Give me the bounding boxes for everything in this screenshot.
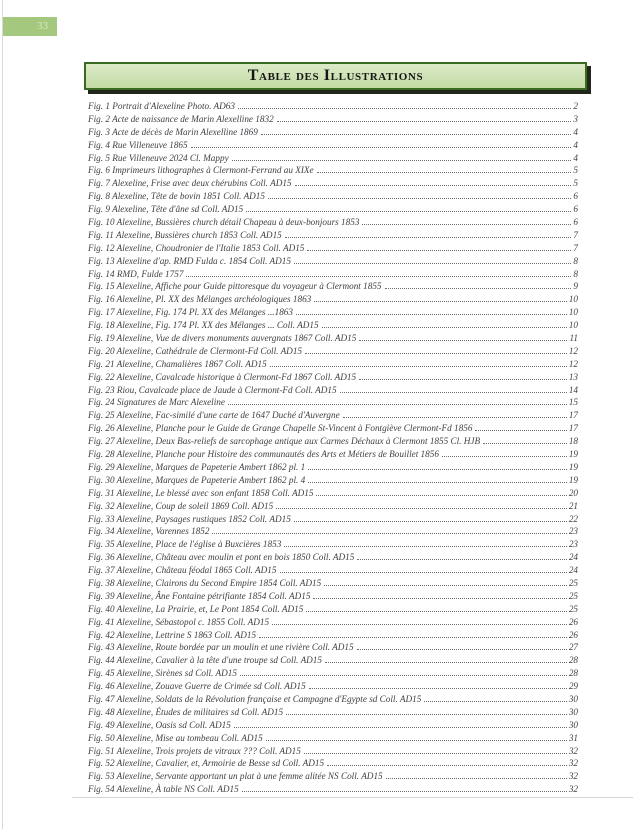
dotted-leader	[246, 211, 571, 212]
toc-entry-page: 19	[568, 449, 578, 460]
toc-entry	[88, 526, 578, 539]
dotted-leader	[234, 727, 567, 728]
toc-entry-label: Fig. 7 Alexeline, Frise avec deux chérubins Coll. AD15	[88, 178, 292, 189]
toc-entry-page: 22	[568, 513, 578, 524]
toc-entry	[88, 694, 578, 707]
toc-entry-page: 31	[568, 732, 578, 743]
toc-entry	[88, 707, 578, 720]
toc-entry-label: Fig. 52 Alexeline, Cavalier, et, Armoirie de Besse sd Coll. AD15	[88, 758, 325, 769]
toc-entry-label: Fig. 21 Alexeline, Chamalières 1867 Coll. AD15	[88, 358, 267, 369]
toc-entry	[88, 101, 578, 114]
toc-entry	[88, 230, 578, 243]
toc-entry-page: 15	[568, 397, 578, 408]
toc-entry-page: 4	[573, 139, 578, 150]
toc-entry-page: 6	[573, 204, 578, 215]
toc-entry-label: Fig. 35 Alexeline, Place de l'église à Buxcières 1853	[88, 539, 282, 550]
toc-entry-label: Fig. 37 Alexeline, Château féodal 1865 Coll. AD15	[88, 565, 277, 576]
toc-entry	[88, 153, 578, 166]
toc-entry-label: Fig. 48 Alexeline, Études de militaires sd Coll. AD15	[88, 706, 284, 717]
toc-entry	[88, 178, 578, 191]
toc-entry	[88, 617, 578, 630]
toc-entry-label: Fig. 20 Alexeline, Cathédrale de Clermont-Fd Coll. AD15	[88, 345, 303, 356]
dotted-leader	[343, 417, 567, 418]
toc-entry-page: 4	[573, 126, 578, 137]
toc-entry-label: Fig. 50 Alexeline, Mise au tombeau Coll. AD15	[88, 732, 263, 743]
dotted-leader	[386, 778, 567, 779]
toc-entry-label: Fig. 15 Alexeline, Affiche pour Guide pittoresque du voyageur à Clermont 1855	[88, 281, 382, 292]
page-number: 33	[37, 20, 48, 32]
dotted-leader	[385, 288, 572, 289]
toc-entry	[88, 385, 578, 398]
toc-entry-label: Fig. 3 Acte de décès de Marin Alexelline 1869	[88, 126, 258, 137]
toc-entry	[88, 733, 578, 746]
toc-entry	[88, 591, 578, 604]
toc-entry-label: Fig. 14 RMD, Fulde 1757	[88, 268, 184, 279]
dotted-leader	[359, 379, 567, 380]
toc-entry-label: Fig. 25 Alexeline, Fac-similé d'une carte de 1647 Duché d'Auvergne	[88, 410, 340, 421]
toc-entry-page: 7	[573, 242, 578, 253]
toc-entry	[88, 758, 578, 771]
toc-entry-page: 8	[573, 268, 578, 279]
toc-entry	[88, 771, 578, 784]
dotted-leader	[212, 533, 566, 534]
toc-entry-page: 32	[568, 784, 578, 795]
toc-entry-page: 13	[568, 371, 578, 382]
toc-entry-page: 30	[568, 693, 578, 704]
dotted-leader	[357, 559, 567, 560]
dotted-leader	[238, 108, 571, 109]
toc-entry-label: Fig. 28 Alexeline, Planche pour Histoire des communautés des Arts et Métiers de Bouillet 1856	[88, 449, 439, 460]
dotted-leader	[483, 443, 567, 444]
dotted-leader	[307, 250, 571, 251]
toc-entry-page: 6	[573, 217, 578, 228]
toc-entry	[88, 475, 578, 488]
toc-entry-page: 5	[573, 178, 578, 189]
toc-entry-label: Fig. 23 Riou, Cavalcade place de Jaude à Clermont-Fd Coll. AD15	[88, 384, 337, 395]
toc-entry	[88, 449, 578, 462]
toc-entry-label: Fig. 22 Alexeline, Cavalcade historique à Clermont-Fd 1867 Coll. AD15	[88, 371, 357, 382]
toc-entry-page: 28	[568, 668, 578, 679]
dotted-leader	[362, 224, 571, 225]
toc-entry-label: Fig. 5 Rue Villeneuve 2024 Cl. Mappy	[88, 152, 229, 163]
toc-entry-page: 23	[568, 526, 578, 537]
toc-entry-label: Fig. 53 Alexeline, Servante apportant un plat à une femme alitée NS Coll. AD15	[88, 771, 383, 782]
toc-entry-page: 4	[573, 152, 578, 163]
dotted-leader	[314, 301, 567, 302]
toc-entry-page: 27	[568, 642, 578, 653]
toc-entry	[88, 681, 578, 694]
toc-entry-page: 10	[568, 307, 578, 318]
dotted-leader	[272, 624, 567, 625]
toc-entry-page: 18	[568, 436, 578, 447]
toc-entry	[88, 604, 578, 617]
toc-entry-page: 17	[568, 410, 578, 421]
dotted-leader	[359, 340, 567, 341]
toc-entry	[88, 114, 578, 127]
toc-entry-page: 9	[573, 281, 578, 292]
toc-entry	[88, 397, 578, 410]
dotted-leader	[284, 546, 567, 547]
dotted-leader	[317, 172, 572, 173]
dotted-leader	[308, 482, 567, 483]
toc-entry-page: 25	[568, 590, 578, 601]
toc-entry-label: Fig. 6 Imprimeurs lithographes à Clermont-Ferrand au XIXe	[88, 165, 314, 176]
page-title: Table des Illustrations	[247, 67, 424, 84]
dotted-leader	[306, 611, 567, 612]
toc-entry-page: 28	[568, 655, 578, 666]
toc-entry-label: Fig. 33 Alexeline, Paysages rustiques 1852 Coll. AD15	[88, 513, 291, 524]
title-banner	[84, 62, 587, 90]
toc-entry-page: 3	[573, 113, 578, 124]
page-left-edge-line	[2, 0, 3, 829]
toc-entry	[88, 436, 578, 449]
toc-entry	[88, 578, 578, 591]
toc-entry-page: 11	[569, 333, 578, 344]
toc-entry-label: Fig. 19 Alexeline, Vue de divers monuments auvergnats 1867 Coll. AD15	[88, 333, 357, 344]
toc-entry	[88, 642, 578, 655]
toc-entry-label: Fig. 27 Alexeline, Deux Bas-reliefs de sarcophage antique aux Carmes Déchaux à Clermont 1855 Cl. HJB	[88, 436, 481, 447]
dotted-leader	[327, 765, 567, 766]
toc-entry-label: Fig. 34 Alexeline, Varennes 1852	[88, 526, 210, 537]
toc-entry-label: Fig. 9 Alexeline, Tête d'âne sd Coll. AD15	[88, 204, 244, 215]
toc-entry-label: Fig. 4 Rue Villeneuve 1865	[88, 139, 188, 150]
toc-entry-label: Fig. 54 Alexeline, À table NS Coll. AD15	[88, 784, 239, 795]
toc-entry	[88, 127, 578, 140]
toc-entry	[88, 565, 578, 578]
toc-entry	[88, 217, 578, 230]
toc-entry-label: Fig. 8 Alexeline, Tête de bovin 1851 Coll. AD15	[88, 191, 265, 202]
dotted-leader	[340, 392, 567, 393]
dotted-leader	[357, 649, 567, 650]
toc-entry-page: 5	[573, 165, 578, 176]
toc-entry-label: Fig. 47 Alexeline, Soldats de la Révolution française et Campagne d'Egypte sd Coll. AD15	[88, 693, 422, 704]
toc-entry-label: Fig. 42 Alexeline, Lettrine S 1863 Coll. AD15	[88, 629, 257, 640]
dotted-leader	[266, 740, 567, 741]
toc-entry	[88, 346, 578, 359]
toc-entry-page: 25	[568, 603, 578, 614]
toc-entry-label: Fig. 11 Alexeline, Bussières church 1853 Coll. AD15	[88, 229, 282, 240]
dotted-leader	[259, 637, 567, 638]
dotted-leader	[285, 237, 572, 238]
toc-entry-page: 30	[568, 719, 578, 730]
toc-entry-label: Fig. 51 Alexeline, Trois projets de vitraux ??? Coll. AD15	[88, 745, 301, 756]
toc-entry	[88, 488, 578, 501]
toc-entry-page: 29	[568, 681, 578, 692]
toc-entry	[88, 333, 578, 346]
toc-entry	[88, 514, 578, 527]
toc-entry-page: 32	[568, 758, 578, 769]
toc-entry-page: 17	[568, 423, 578, 434]
toc-entry-page: 20	[568, 487, 578, 498]
toc-entry	[88, 256, 578, 269]
toc-entry-label: Fig. 45 Alexeline, Sirènes sd Coll. AD15	[88, 668, 237, 679]
toc-entry-page: 26	[568, 629, 578, 640]
toc-entry-label: Fig. 26 Alexeline, Planche pour le Guide de Grange Chapelle St-Vincent à Fontgiève Clermont-Fd 1856	[88, 423, 473, 434]
toc-entry-page: 21	[568, 500, 578, 511]
dotted-leader	[294, 263, 571, 264]
toc-entry-page: 12	[568, 358, 578, 369]
dotted-leader	[277, 121, 572, 122]
dotted-leader	[268, 198, 571, 199]
toc-entry-label: Fig. 24 Signatures de Marc Alexeline	[88, 397, 225, 408]
dotted-leader	[475, 430, 566, 431]
toc-entry-page: 2	[573, 101, 578, 111]
dotted-leader	[261, 134, 572, 135]
toc-entry-page: 14	[568, 384, 578, 395]
dotted-leader	[242, 791, 567, 792]
toc-entry-label: Fig. 29 Alexeline, Marques de Papeterie Ambert 1862 pl. 1	[88, 461, 306, 472]
toc-entry-page: 32	[568, 745, 578, 756]
toc-entry-label: Fig. 32 Alexeline, Coup de soleil 1869 Coll. AD15	[88, 500, 274, 511]
dotted-leader	[304, 753, 567, 754]
toc-entry-page: 25	[568, 577, 578, 588]
toc-entry	[88, 668, 578, 681]
dotted-leader	[228, 404, 567, 405]
toc-entry-label: Fig. 46 Alexeline, Zouave Guerre de Crimée sd Coll. AD15	[88, 681, 306, 692]
toc-entry-page: 23	[568, 539, 578, 550]
dotted-leader	[424, 701, 566, 702]
toc-entry	[88, 281, 578, 294]
toc-entry-label: Fig. 41 Alexeline, Sébastopol c. 1855 Coll. AD15	[88, 616, 270, 627]
dotted-leader	[296, 314, 567, 315]
toc-entry	[88, 320, 578, 333]
toc-entry-page: 12	[568, 345, 578, 356]
page-bottom-rule	[72, 797, 633, 798]
toc-entry-label: Fig. 18 Alexeline, Fig. 174 Pl. XX des Mélanges ... Coll. AD15	[88, 320, 319, 331]
toc-entry-label: Fig. 38 Alexeline, Clairons du Second Empire 1854 Coll. AD15	[88, 577, 322, 588]
toc-entry-page: 8	[573, 255, 578, 266]
toc-entry-label: Fig. 36 Alexeline, Château avec moulin et pont en bois 1850 Coll. AD15	[88, 552, 355, 563]
dotted-leader	[308, 469, 567, 470]
toc-entry-label: Fig. 30 Alexeline, Marques de Papeterie Ambert 1862 pl. 4	[88, 474, 306, 485]
dotted-leader	[270, 366, 567, 367]
toc-entry-label: Fig. 43 Alexeline, Route bordée par un moulin et une rivière Coll. AD15	[88, 642, 354, 653]
toc-list	[88, 101, 578, 797]
toc-entry-page: 10	[568, 320, 578, 331]
toc-entry	[88, 307, 578, 320]
dotted-leader	[294, 521, 567, 522]
toc-entry-label: Fig. 31 Alexeline, Le blessé avec son enfant 1858 Coll. AD15	[88, 487, 314, 498]
toc-entry	[88, 501, 578, 514]
dotted-leader	[191, 147, 572, 148]
dotted-leader	[442, 456, 567, 457]
toc-entry	[88, 423, 578, 436]
toc-entry-page: 30	[568, 706, 578, 717]
toc-entry-label: Fig. 13 Alexeline d'ap. RMD Fulda c. 1854 Coll. AD15	[88, 255, 291, 266]
toc-entry-label: Fig. 2 Acte de naissance de Marin Alexelline 1832	[88, 113, 274, 124]
dotted-leader	[186, 276, 571, 277]
dotted-leader	[313, 598, 566, 599]
toc-entry-page: 24	[568, 565, 578, 576]
toc-entry-label: Fig. 44 Alexeline, Cavalier à la tête d'une troupe sd Coll. AD15	[88, 655, 322, 666]
toc-entry-label: Fig. 17 Alexeline, Fig. 174 Pl. XX des Mélanges ...1863	[88, 307, 293, 318]
dotted-leader	[322, 327, 567, 328]
toc-entry-label: Fig. 16 Alexeline, Pl. XX des Mélanges archéologiques 1863	[88, 294, 312, 305]
page-number-tab	[3, 17, 57, 36]
toc-entry	[88, 410, 578, 423]
toc-entry-page: 7	[573, 229, 578, 240]
toc-entry	[88, 462, 578, 475]
dotted-leader	[232, 160, 572, 161]
toc-entry	[88, 294, 578, 307]
toc-entry-page: 19	[568, 461, 578, 472]
toc-entry	[88, 630, 578, 643]
dotted-leader	[276, 508, 567, 509]
toc-entry	[88, 359, 578, 372]
toc-entry-page: 6	[573, 191, 578, 202]
dotted-leader	[295, 185, 572, 186]
toc-entry	[88, 720, 578, 733]
toc-entry	[88, 269, 578, 282]
toc-entry	[88, 746, 578, 759]
toc-entry-page: 10	[568, 294, 578, 305]
toc-entry-page: 19	[568, 474, 578, 485]
toc-entry-label: Fig. 12 Alexeline, Choudronier de l'Italie 1853 Coll. AD15	[88, 242, 305, 253]
dotted-leader	[325, 662, 567, 663]
toc-entry-label: Fig. 40 Alexeline, La Prairie, et, Le Pont 1854 Coll. AD15	[88, 603, 304, 614]
toc-entry	[88, 655, 578, 668]
toc-entry	[88, 539, 578, 552]
toc-entry	[88, 204, 578, 217]
toc-entry	[88, 784, 578, 797]
toc-entry	[88, 243, 578, 256]
toc-entry-page: 26	[568, 616, 578, 627]
toc-entry	[88, 552, 578, 565]
dotted-leader	[280, 572, 567, 573]
toc-entry-page: 32	[568, 771, 578, 782]
toc-entry-label: Fig. 1 Portrait d'Alexeline Photo. AD63	[88, 101, 235, 111]
dotted-leader	[286, 714, 567, 715]
toc-entry-page: 24	[568, 552, 578, 563]
toc-entry-label: Fig. 10 Alexeline, Bussières church détail Chapeau à deux-bonjours 1853	[88, 217, 360, 228]
toc-entry	[88, 372, 578, 385]
toc-entry-label: Fig. 49 Alexeline, Oasis sd Coll. AD15	[88, 719, 231, 730]
dotted-leader	[240, 675, 567, 676]
toc-entry-label: Fig. 39 Alexeline, Âne Fontaine pétrifiante 1854 Coll. AD15	[88, 590, 311, 601]
dotted-leader	[305, 353, 567, 354]
dotted-leader	[316, 495, 566, 496]
dotted-leader	[309, 688, 567, 689]
toc-entry	[88, 140, 578, 153]
toc-entry	[88, 165, 578, 178]
toc-entry	[88, 191, 578, 204]
dotted-leader	[324, 585, 567, 586]
